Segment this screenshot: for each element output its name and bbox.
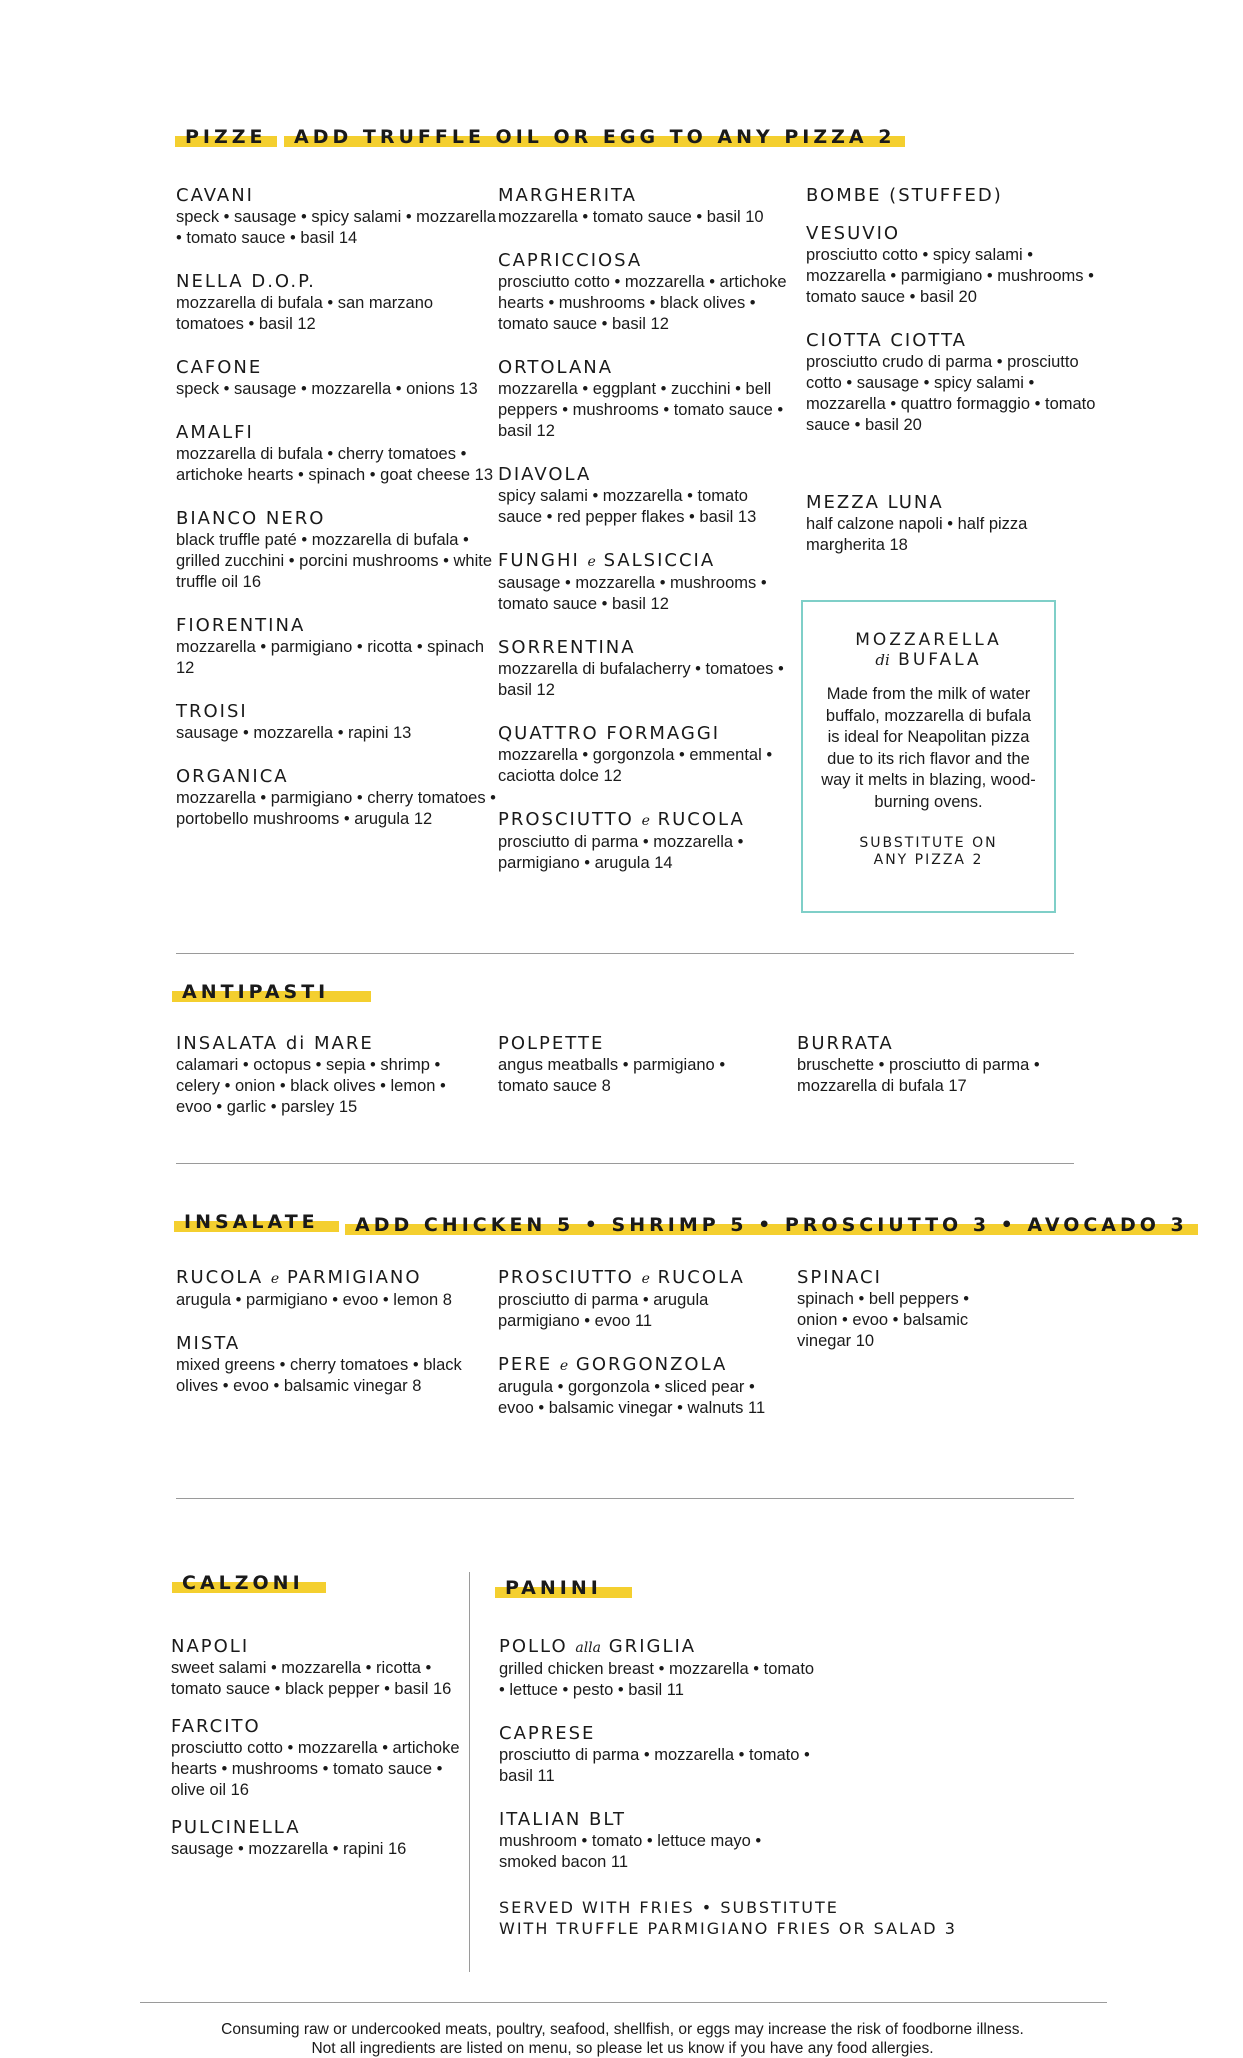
item-desc: prosciutto crudo di parma • prosciutto cotto • sausage • spicy salami • mozzarella • quattro formaggio • tomato sauce • basil 20 (806, 353, 1096, 434)
item-desc: sausage • mozzarella • rapini 16 (171, 1840, 407, 1858)
item-desc: calamari • octopus • sepia • shrimp • celery • onion • black olives • lemon • evoo • garlic • parsley 15 (176, 1056, 446, 1116)
menu-item (806, 330, 1106, 436)
pizze-heading: PIZZE (175, 127, 277, 147)
name-connector: e (641, 813, 650, 829)
pizze-column-3 (806, 185, 1106, 578)
item-name: TROISI (176, 701, 248, 722)
pizze-column-1 (176, 185, 496, 852)
item-desc: grilled chicken breast • mozzarella • tomato • lettuce • pesto • basil 11 (499, 1660, 815, 1699)
menu-item (498, 1033, 778, 1097)
item-desc: bruschette • prosciutto di parma • mozzarella di bufala 17 (797, 1056, 1040, 1095)
item-desc: speck • sausage • spicy salami • mozzarella • tomato sauce • basil 14 (176, 208, 496, 247)
disclaimer-line: Consuming raw or undercooked meats, poultry, seafood, shellfish, or eggs may increase the risk of foodborne illness. (221, 2021, 1024, 2038)
item-desc: prosciutto cotto • mozzarella • artichoke hearts • mushrooms • black olives • tomato sauce • basil 12 (498, 273, 787, 333)
bufala-title (803, 650, 1054, 670)
item-desc: half calzone napoli • half pizza margherita 18 (806, 515, 1028, 554)
panini-heading: PANINI (495, 1578, 632, 1598)
name-part: PARMIGIANO (286, 1267, 422, 1288)
pizze-column-2 (498, 185, 788, 896)
item-name: BURRATA (797, 1033, 894, 1054)
bufala-description: Made from the milk of water buffalo, mozzarella di bufala is ideal for Neapolitan pizza due to its rich flavor and the way it melts in blazing, wood-burning ovens. (821, 685, 1036, 811)
item-name: CAVANI (176, 185, 254, 206)
item-desc: mozzarella • tomato sauce • basil 10 (498, 208, 764, 226)
item-name: FIORENTINA (176, 615, 306, 636)
item-name: MEZZA LUNA (806, 492, 944, 513)
bufala-substitute-price: ANY PIZZA 2 (873, 852, 984, 868)
fries-note-line: SERVED WITH FRIES • SUBSTITUTE (499, 1898, 839, 1917)
menu-item (499, 1636, 819, 1701)
item-desc: mixed greens • cherry tomatoes • black olives • evoo • balsamic vinegar 8 (176, 1356, 462, 1395)
menu-item (176, 508, 496, 593)
bufala-title-di: di (875, 651, 890, 669)
name-connector: e (587, 554, 596, 570)
item-name: ORTOLANA (498, 357, 614, 378)
item-name: NAPOLI (171, 1636, 250, 1657)
name-part: FUNGHI (498, 550, 580, 571)
menu-item (171, 1716, 471, 1801)
item-desc: mozzarella di bufala • san marzano tomatoes • basil 12 (176, 294, 434, 333)
disclaimer-line: Not all ingredients are listed on menu, so please let us know if you have any food allergies. (311, 2040, 934, 2057)
item-desc: prosciutto cotto • spicy salami • mozzarella • parmigiano • mushrooms • tomato sauce • basil 20 (806, 246, 1094, 306)
item-name: NELLA D.O.P. (176, 271, 316, 292)
insalate-column-2 (498, 1267, 768, 1441)
item-desc: black truffle paté • mozzarella di bufala • grilled zucchini • porcini mushrooms • white truffle oil 16 (176, 531, 493, 591)
panini-fries-note (499, 1897, 1019, 1939)
menu-item (176, 701, 496, 744)
name-part: POLLO (499, 1636, 568, 1657)
menu-item (498, 723, 788, 787)
vertical-divider (469, 1572, 470, 1972)
menu-item (806, 223, 1106, 308)
item-desc: sweet salami • mozzarella • ricotta • tomato sauce • black pepper • basil 16 (171, 1659, 452, 1698)
antipasti-column-1 (176, 1033, 486, 1140)
item-name: SPINACI (797, 1267, 882, 1288)
menu-item (498, 185, 788, 228)
item-name: CAPRICCIOSA (498, 250, 643, 271)
item-desc: mozzarella • gorgonzola • emmental • caciotta dolce 12 (498, 746, 773, 785)
item-desc: spinach • bell peppers • onion • evoo • balsamic vinegar 10 (797, 1290, 970, 1350)
name-part: RUCOLA (657, 1267, 745, 1288)
item-desc: mozzarella • eggplant • zucchini • bell peppers • mushrooms • tomato sauce • basil 12 (498, 380, 784, 440)
divider (176, 953, 1074, 954)
antipasti-column-3 (797, 1033, 1087, 1119)
item-name: CIOTTA CIOTTA (806, 330, 967, 351)
item-desc: mozzarella • parmigiano • ricotta • spinach 12 (176, 638, 485, 677)
menu-item (171, 1817, 471, 1860)
menu-item (176, 422, 496, 486)
antipasti-column-2 (498, 1033, 778, 1119)
item-desc: mozzarella di bufalacherry • tomatoes • basil 12 (498, 660, 784, 699)
item-name: MARGHERITA (498, 185, 637, 206)
divider (176, 1498, 1074, 1499)
item-desc: prosciutto di parma • mozzarella • parmigiano • arugula 14 (498, 833, 744, 872)
item-desc: arugula • gorgonzola • sliced pear • evoo • balsamic vinegar • walnuts 11 (498, 1378, 766, 1417)
name-part: GORGONZOLA (575, 1354, 728, 1375)
name-part: PERE (498, 1354, 553, 1375)
menu-item (498, 637, 788, 701)
menu-item (498, 1267, 768, 1332)
item-name: POLPETTE (498, 1033, 605, 1054)
menu-item (797, 1033, 1087, 1097)
name-connector: e (270, 1271, 280, 1287)
item-name: SORRENTINA (498, 637, 636, 658)
item-desc: speck • sausage • mozzarella • onions 13 (176, 380, 478, 398)
menu-item (499, 1723, 819, 1787)
insalate-heading: INSALATE (174, 1212, 339, 1232)
bombe-heading: BOMBE (STUFFED) (806, 185, 1003, 206)
pizze-note: ADD TRUFFLE OIL OR EGG TO ANY PIZZA 2 (284, 127, 905, 147)
divider (176, 1163, 1074, 1164)
menu-item (176, 271, 496, 335)
menu-item (176, 185, 496, 249)
menu-item (498, 464, 788, 528)
allergy-disclaimer (140, 2020, 1105, 2058)
bufala-title-part: BUFALA (898, 650, 982, 670)
item-name: VESUVIO (806, 223, 901, 244)
menu-item (176, 766, 496, 830)
menu-item (498, 357, 788, 442)
item-desc: prosciutto cotto • mozzarella • artichoke hearts • mushrooms • tomato sauce • olive oil 16 (171, 1739, 460, 1799)
item-name (498, 550, 788, 573)
bufala-title: MOZZARELLA (855, 630, 1002, 650)
calzoni-heading: CALZONI (172, 1573, 326, 1593)
antipasti-heading: ANTIPASTI (172, 982, 371, 1002)
item-name: PULCINELLA (171, 1817, 301, 1838)
item-name: ITALIAN BLT (499, 1809, 626, 1830)
name-part: PROSCIUTTO (498, 1267, 634, 1288)
panini-column (499, 1636, 819, 1895)
item-name (176, 1267, 476, 1290)
item-desc: spicy salami • mozzarella • tomato sauce • red pepper flakes • basil 13 (498, 487, 757, 526)
name-part: SALSICCIA (603, 550, 716, 571)
menu-item (176, 357, 496, 400)
insalate-column-1 (176, 1267, 476, 1419)
name-connector: alla (575, 1640, 601, 1656)
fries-note-line: WITH TRUFFLE PARMIGIANO FRIES OR SALAD 3 (499, 1919, 957, 1938)
item-desc: prosciutto di parma • mozzarella • tomato • basil 11 (499, 1746, 810, 1785)
item-name (498, 1354, 768, 1377)
name-part: GRIGLIA (608, 1636, 697, 1657)
mozzarella-di-bufala-box (801, 600, 1056, 913)
insalate-note: ADD CHICKEN 5 • SHRIMP 5 • PROSCIUTTO 3 • AVOCADO 3 (345, 1215, 1198, 1235)
menu-item (797, 1267, 997, 1352)
menu-item (176, 1033, 486, 1118)
item-name: MISTA (176, 1333, 241, 1354)
calzoni-column (171, 1636, 471, 1882)
item-name (498, 1267, 768, 1290)
item-name (499, 1636, 819, 1659)
menu-item (176, 1267, 476, 1311)
menu-item (498, 1354, 768, 1419)
menu-item (176, 1333, 476, 1397)
item-name: CAFONE (176, 357, 263, 378)
menu-item (498, 250, 788, 335)
item-desc: angus meatballs • parmigiano • tomato sauce 8 (498, 1056, 726, 1095)
name-part: RUCOLA (176, 1267, 264, 1288)
menu-item (498, 809, 788, 874)
item-name: BIANCO NERO (176, 508, 326, 529)
menu-item (176, 615, 496, 679)
name-part: PROSCIUTTO (498, 809, 634, 830)
item-desc: mushroom • tomato • lettuce mayo • smoked bacon 11 (499, 1832, 762, 1871)
item-desc: sausage • mozzarella • mushrooms • tomato sauce • basil 12 (498, 574, 767, 613)
item-name: FARCITO (171, 1716, 261, 1737)
insalate-column-3 (797, 1267, 997, 1374)
menu-item (498, 550, 788, 615)
item-desc: prosciutto di parma • arugula parmigiano • evoo 11 (498, 1291, 709, 1330)
item-name (498, 809, 788, 832)
item-desc: mozzarella di bufala • cherry tomatoes • artichoke hearts • spinach • goat cheese 13 (176, 445, 493, 484)
item-name: CAPRESE (499, 1723, 596, 1744)
item-desc: mozzarella • parmigiano • cherry tomatoes • portobello mushrooms • arugula 12 (176, 789, 496, 828)
item-name: QUATTRO FORMAGGI (498, 723, 721, 744)
footer-divider (140, 2002, 1107, 2003)
item-desc: sausage • mozzarella • rapini 13 (176, 724, 412, 742)
menu-item (806, 492, 1106, 556)
name-connector: e (641, 1271, 650, 1287)
item-name: AMALFI (176, 422, 254, 443)
item-desc: arugula • parmigiano • evoo • lemon 8 (176, 1291, 452, 1309)
name-part: RUCOLA (657, 809, 745, 830)
menu-item (171, 1636, 471, 1700)
item-name: INSALATA di MARE (176, 1033, 374, 1054)
item-name: ORGANICA (176, 766, 289, 787)
bufala-substitute: SUBSTITUTE ON (859, 835, 998, 851)
menu-item (499, 1809, 819, 1873)
item-name: DIAVOLA (498, 464, 592, 485)
name-connector: e (559, 1358, 569, 1374)
